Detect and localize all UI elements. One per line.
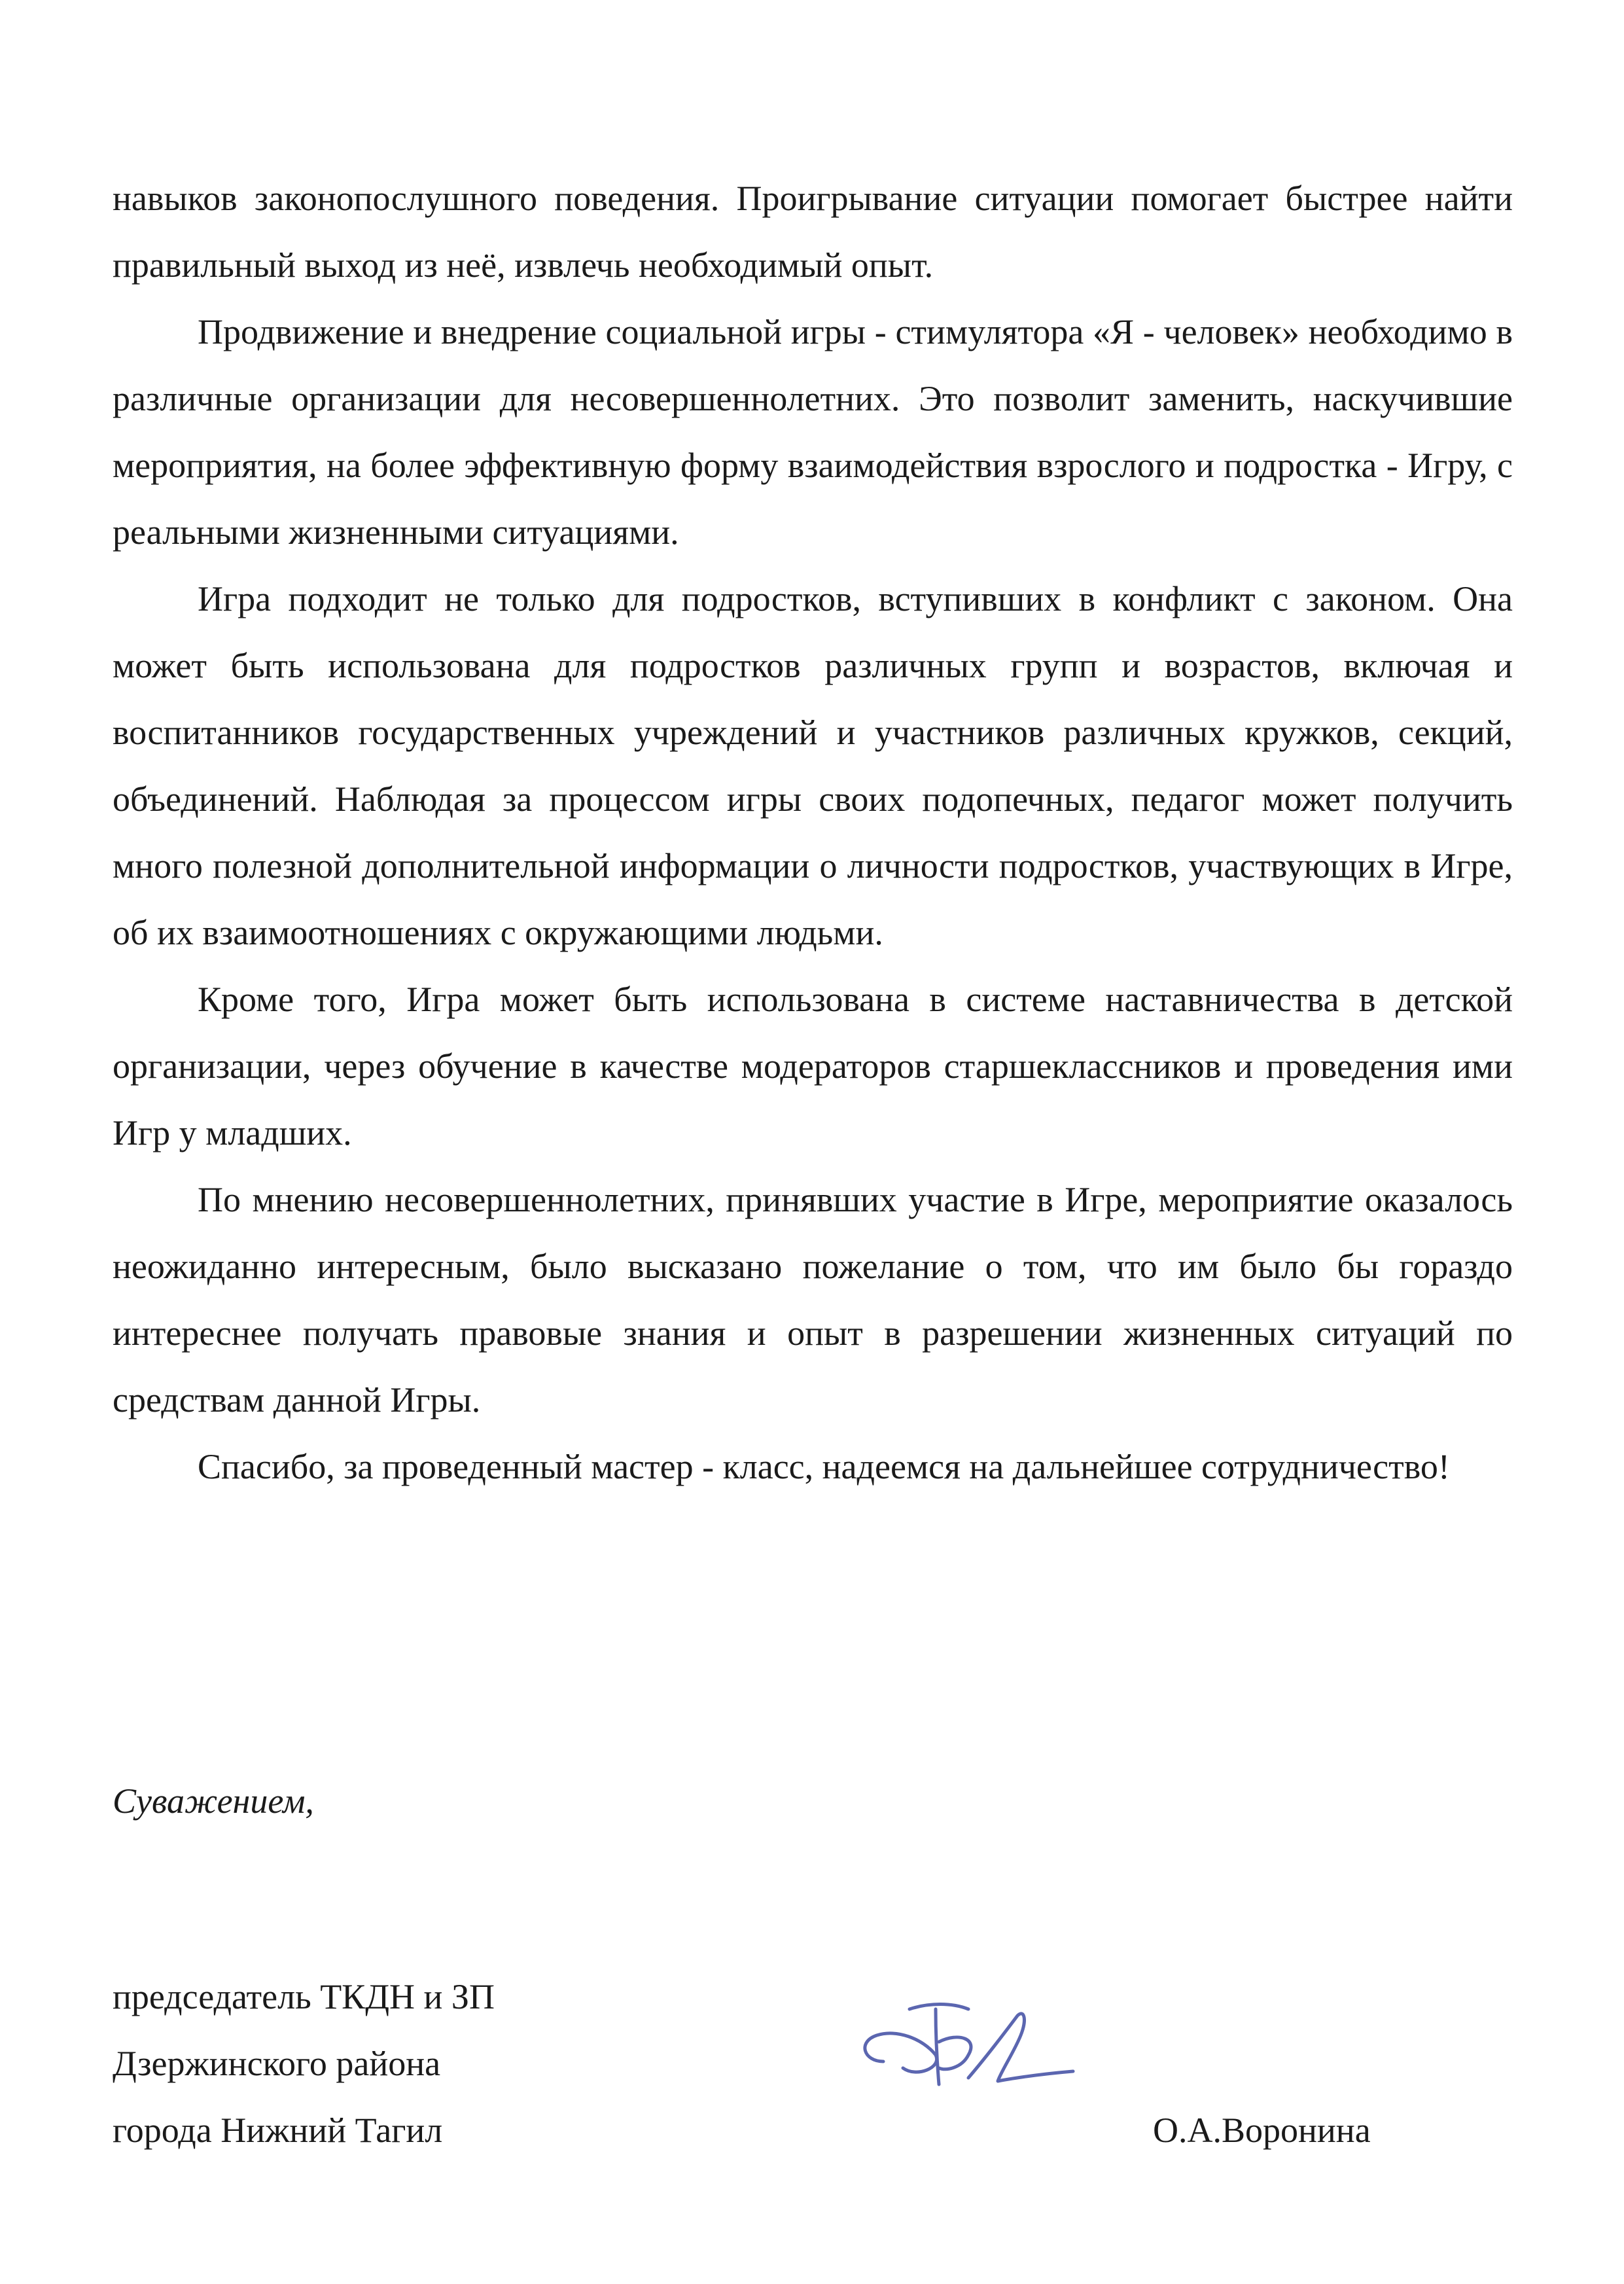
signer-position-line-3: города Нижний Тагил <box>113 2111 443 2150</box>
paragraph-2: Продвижение и внедрение социальной игры - стимулятора «Я - человек» необходимо в различные организации для несовершеннолетних. Это позволит заменить, наскучившие мероприятия, на более эффективную форму взаимодействия взрослого и подростка - Игру, с реальными жизненными ситуациями. <box>113 312 1513 552</box>
signer-position-line-1: председатель ТКДН и ЗП <box>113 1977 495 2016</box>
signer-position <box>113 1963 495 2164</box>
paragraph-3: Игра подходит не только для подростков, вступивших в конфликт с законом. Она может быть использована для подростков различных групп и возрастов, включая и воспитанников государственных учреждений и участников различных кружков, секций, объединений. Наблюдая за процессом игры своих подопечных, педагог может получить много полезной дополнительной информации о личности подростков, участвующих в Игре, об их взаимоотношениях с окружающими людьми. <box>113 579 1513 952</box>
paragraph-5: По мнению несовершеннолетних, принявших участие в Игре, мероприятие оказалось неожиданно интересным, было высказано пожелание о том, что им было бы гораздо интереснее получать правовые знания и опыт в разрешении жизненных ситуаций по средствам данной Игры. <box>113 1180 1513 1419</box>
paragraph-6: Спасибо, за проведенный мастер - класс, надеемся на дальнейшее сотрудничество! <box>198 1447 1450 1486</box>
signer-name: О.А.Воронина <box>1153 2111 1371 2150</box>
letter-body <box>113 165 1513 1500</box>
handwritten-signature <box>838 1963 1099 2114</box>
paragraph-4: Кроме того, Игра может быть использована в системе наставничества в детской организации, через обучение в качестве модераторов старшеклассников и проведения ими Игр у младших. <box>113 980 1513 1152</box>
closing-salutation: Суважением, <box>113 1781 314 1821</box>
signer-position-line-2: Дзержинского района <box>113 2044 441 2083</box>
paragraph-1: навыков законопослушного поведения. Проигрывание ситуации помогает быстрее найти правильный выход из неё, извлечь необходимый опыт. <box>113 179 1513 285</box>
